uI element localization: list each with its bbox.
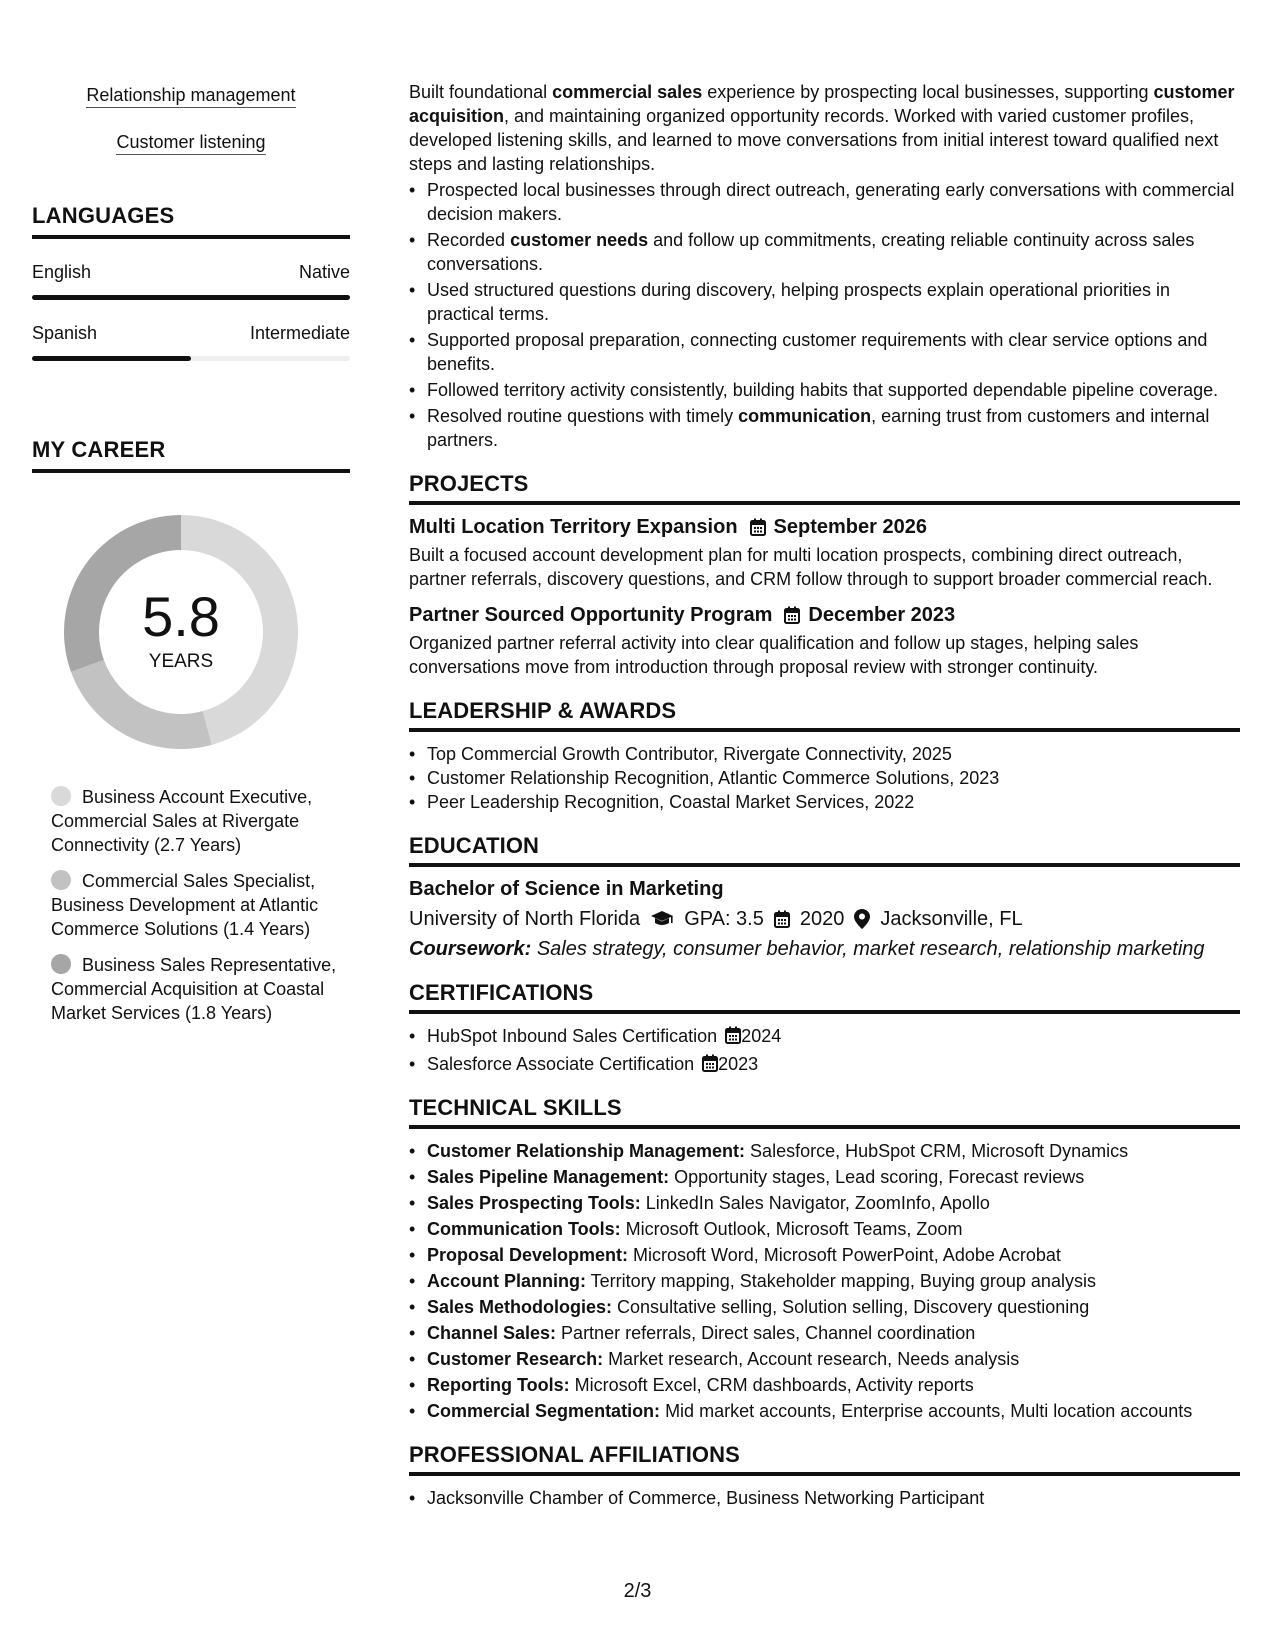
skill-values: LinkedIn Sales Navigator, ZoomInfo, Apollo — [640, 1193, 990, 1213]
bullet-text: Used structured questions during discovery, helping prospects explain operational priorities in practical terms. — [427, 280, 1171, 324]
summary-text: , and maintaining organized opportunity records. Worked with varied customer profiles, developed listening skills, and learned to move conversations from initial interest toward qualified next steps and lasting relationships. — [409, 106, 1219, 174]
career-total-years: 5.8 — [142, 585, 220, 648]
affiliations-heading: PROFESSIONAL AFFILIATIONS — [409, 1443, 1240, 1476]
project-date-text: September 2026 — [773, 516, 927, 538]
bullet-text: , earning trust from customers and internal partners. — [427, 406, 1210, 450]
technical-skill — [409, 1347, 1240, 1371]
summary-text: commercial sales — [552, 82, 703, 102]
project-description: Built a focused account development plan for multi location prospects, combining direct outreach, partner referrals, discovery questions, and CRM follow through to support broader commercial reach. — [409, 545, 1213, 589]
certification-year — [725, 1026, 781, 1046]
calendar-icon — [702, 1054, 718, 1072]
language-proficiency-bar — [32, 295, 350, 300]
technical-skill — [409, 1295, 1240, 1319]
language-name: English — [32, 262, 92, 282]
project-name: Partner Sourced Opportunity Program — [409, 604, 773, 626]
experience-bullet — [409, 278, 1240, 326]
skill-tag: Customer listening — [116, 129, 265, 155]
skill-values: Partner referrals, Direct sales, Channel coordination — [556, 1323, 976, 1343]
skill-category: Communication Tools: — [427, 1219, 621, 1239]
legend-dot — [51, 786, 71, 806]
experience-bullet — [409, 228, 1240, 276]
technical-skill — [409, 1217, 1240, 1241]
certification-name: HubSpot Inbound Sales Certification — [427, 1026, 718, 1046]
education-location: Jacksonville, FL — [880, 908, 1023, 930]
technical-skill — [409, 1373, 1240, 1397]
language-proficiency-fill — [32, 356, 191, 361]
bullet-text: Followed territory activity consistently, building habits that supported dependable pipeline coverage. — [427, 380, 1219, 400]
certifications-list — [409, 1024, 1240, 1076]
skill-category: Reporting Tools: — [427, 1375, 570, 1395]
technical-skills-list — [409, 1139, 1240, 1423]
language-proficiency-bar — [32, 356, 350, 361]
experience-summary — [409, 80, 1240, 176]
gpa: GPA: 3.5 — [684, 908, 764, 930]
bullet-text: customer needs — [510, 230, 649, 250]
certification-item — [409, 1024, 1240, 1048]
certification-year-text: 2023 — [718, 1054, 759, 1074]
coursework — [409, 937, 1240, 961]
coursework-text: Sales strategy, consumer behavior, market research, relationship marketing — [536, 938, 1205, 960]
skill-category: Channel Sales: — [427, 1323, 557, 1343]
technical-skill — [409, 1243, 1240, 1267]
summary-text: customer acquisition — [409, 82, 1235, 126]
career-section — [32, 437, 350, 1025]
career-role — [51, 785, 341, 857]
project-title — [409, 515, 1240, 539]
certification-name: Salesforce Associate Certification — [427, 1054, 695, 1074]
bullet-text: Prospected local businesses through direct outreach, generating early conversations with commercial decision makers. — [427, 180, 1235, 224]
career-role — [51, 869, 341, 941]
skill-values: Consultative selling, Solution selling, Discovery questioning — [612, 1297, 1090, 1317]
projects-list — [409, 515, 1240, 679]
graduation-cap-icon — [650, 910, 674, 928]
certifications-heading: CERTIFICATIONS — [409, 981, 1240, 1014]
project-name: Multi Location Territory Expansion — [409, 516, 738, 538]
career-donut-chart — [64, 515, 298, 749]
technical-skill — [409, 1399, 1240, 1423]
certification-year-text: 2024 — [741, 1026, 782, 1046]
summary-text: Built foundational — [409, 82, 553, 102]
languages-section — [32, 203, 350, 361]
career-role-text: Business Account Executive, Commercial Sales at Rivergate Connectivity (2.7 Years) — [51, 787, 313, 855]
skill-values: Mid market accounts, Enterprise accounts, Multi location accounts — [660, 1401, 1193, 1421]
skill-tag: Relationship management — [86, 82, 295, 108]
skill-values: Territory mapping, Stakeholder mapping, Buying group analysis — [586, 1271, 1096, 1291]
map-pin-icon — [854, 909, 870, 929]
project-date — [750, 515, 927, 539]
calendar-icon — [725, 1026, 741, 1044]
skill-category: Sales Pipeline Management: — [427, 1167, 670, 1187]
technical-skill — [409, 1269, 1240, 1293]
calendar-icon — [784, 606, 800, 624]
language-row — [32, 323, 350, 344]
skill-values: Salesforce, HubSpot CRM, Microsoft Dynamics — [745, 1141, 1129, 1161]
degree-title: Bachelor of Science in Marketing — [409, 878, 724, 900]
projects-heading: PROJECTS — [409, 472, 1240, 505]
project-date-text: December 2023 — [808, 604, 956, 626]
experience-bullet — [409, 178, 1240, 226]
award-item: • Top Commercial Growth Contributor, Rivergate Connectivity, 2025 — [409, 742, 1240, 766]
affiliations-list — [409, 1486, 1240, 1510]
certification-item — [409, 1052, 1240, 1076]
leadership-heading: LEADERSHIP & AWARDS — [409, 699, 1240, 732]
technical-skill — [409, 1191, 1240, 1215]
education-details — [409, 907, 1240, 931]
skill-values: Microsoft Excel, CRM dashboards, Activity reports — [569, 1375, 974, 1395]
education-entry — [409, 877, 1240, 961]
skill-category: Commercial Segmentation: — [427, 1401, 661, 1421]
skill-category: Customer Research: — [427, 1349, 604, 1369]
legend-dot — [51, 954, 71, 974]
skill-values: Microsoft Outlook, Microsoft Teams, Zoom — [620, 1219, 963, 1239]
bullet-text: Supported proposal preparation, connecting customer requirements with clear service options and benefits. — [427, 330, 1208, 374]
calendar-icon — [774, 910, 790, 928]
leadership-list — [409, 742, 1240, 814]
calendar-icon — [750, 518, 766, 536]
skill-values: Microsoft Word, Microsoft PowerPoint, Adobe Acrobat — [628, 1245, 1061, 1265]
language-proficiency-fill — [32, 295, 350, 300]
languages-heading: LANGUAGES — [32, 203, 350, 239]
education-heading: EDUCATION — [409, 834, 1240, 867]
technical-skill — [409, 1139, 1240, 1163]
bullet-text: and follow up commitments, creating reliable continuity across sales conversations. — [427, 230, 1195, 274]
experience-bullets — [409, 178, 1240, 452]
summary-text: experience by prospecting local businesses, supporting — [702, 82, 1154, 102]
career-role-text: Business Sales Representative, Commercial Acquisition at Coastal Market Services (1.8 Years) — [51, 955, 337, 1023]
school-name: University of North Florida — [409, 908, 641, 930]
languages-list — [32, 262, 350, 361]
language-level: Intermediate — [249, 323, 350, 343]
skill-category: Sales Prospecting Tools: — [427, 1193, 641, 1213]
graduation-year: 2020 — [799, 908, 845, 930]
language-row — [32, 262, 350, 283]
skill-category: Account Planning: — [427, 1271, 586, 1291]
right-column — [409, 80, 1240, 1510]
experience-bullet — [409, 378, 1240, 402]
technical-skill — [409, 1165, 1240, 1189]
language-level: Native — [298, 262, 350, 282]
career-roles-list — [51, 785, 341, 1025]
career-years-label: YEARS — [148, 651, 214, 672]
skill-category: Sales Methodologies: — [427, 1297, 613, 1317]
skill-values: Opportunity stages, Lead scoring, Forecast reviews — [669, 1167, 1085, 1187]
project-title — [409, 603, 1240, 627]
project-date — [784, 603, 955, 627]
technical-skills-heading: TECHNICAL SKILLS — [409, 1096, 1240, 1129]
bullet-text: Recorded — [427, 230, 511, 250]
skill-values: Market research, Account research, Needs analysis — [603, 1349, 1020, 1369]
left-column — [32, 82, 350, 1037]
experience-bullet — [409, 328, 1240, 376]
award-item: • Customer Relationship Recognition, Atlantic Commerce Solutions, 2023 — [409, 766, 1240, 790]
project-description: Organized partner referral activity into clear qualification and follow up stages, helping sales conversations move from introduction through proposal review with stronger continuity. — [409, 633, 1139, 677]
award-item: • Peer Leadership Recognition, Coastal Market Services, 2022 — [409, 790, 1240, 814]
career-donut-segment — [71, 660, 212, 749]
page-number: 2/3 — [623, 1580, 652, 1602]
career-heading: MY CAREER — [32, 437, 350, 473]
skill-category: Proposal Development: — [427, 1245, 629, 1265]
affiliation-item: • Jacksonville Chamber of Commerce, Business Networking Participant — [409, 1486, 1240, 1510]
language-name: Spanish — [32, 323, 98, 343]
experience-bullet — [409, 404, 1240, 452]
certification-year — [702, 1054, 758, 1074]
career-role — [51, 953, 341, 1025]
bullet-text: communication — [738, 406, 872, 426]
skill-category: Customer Relationship Management: — [427, 1141, 746, 1161]
career-role-text: Commercial Sales Specialist, Business Development at Atlantic Commerce Solutions (1.4 Years) — [51, 871, 319, 939]
legend-dot — [51, 870, 71, 890]
coursework-label: Coursework: — [409, 938, 532, 960]
technical-skill — [409, 1321, 1240, 1345]
bullet-text: Resolved routine questions with timely — [427, 406, 739, 426]
